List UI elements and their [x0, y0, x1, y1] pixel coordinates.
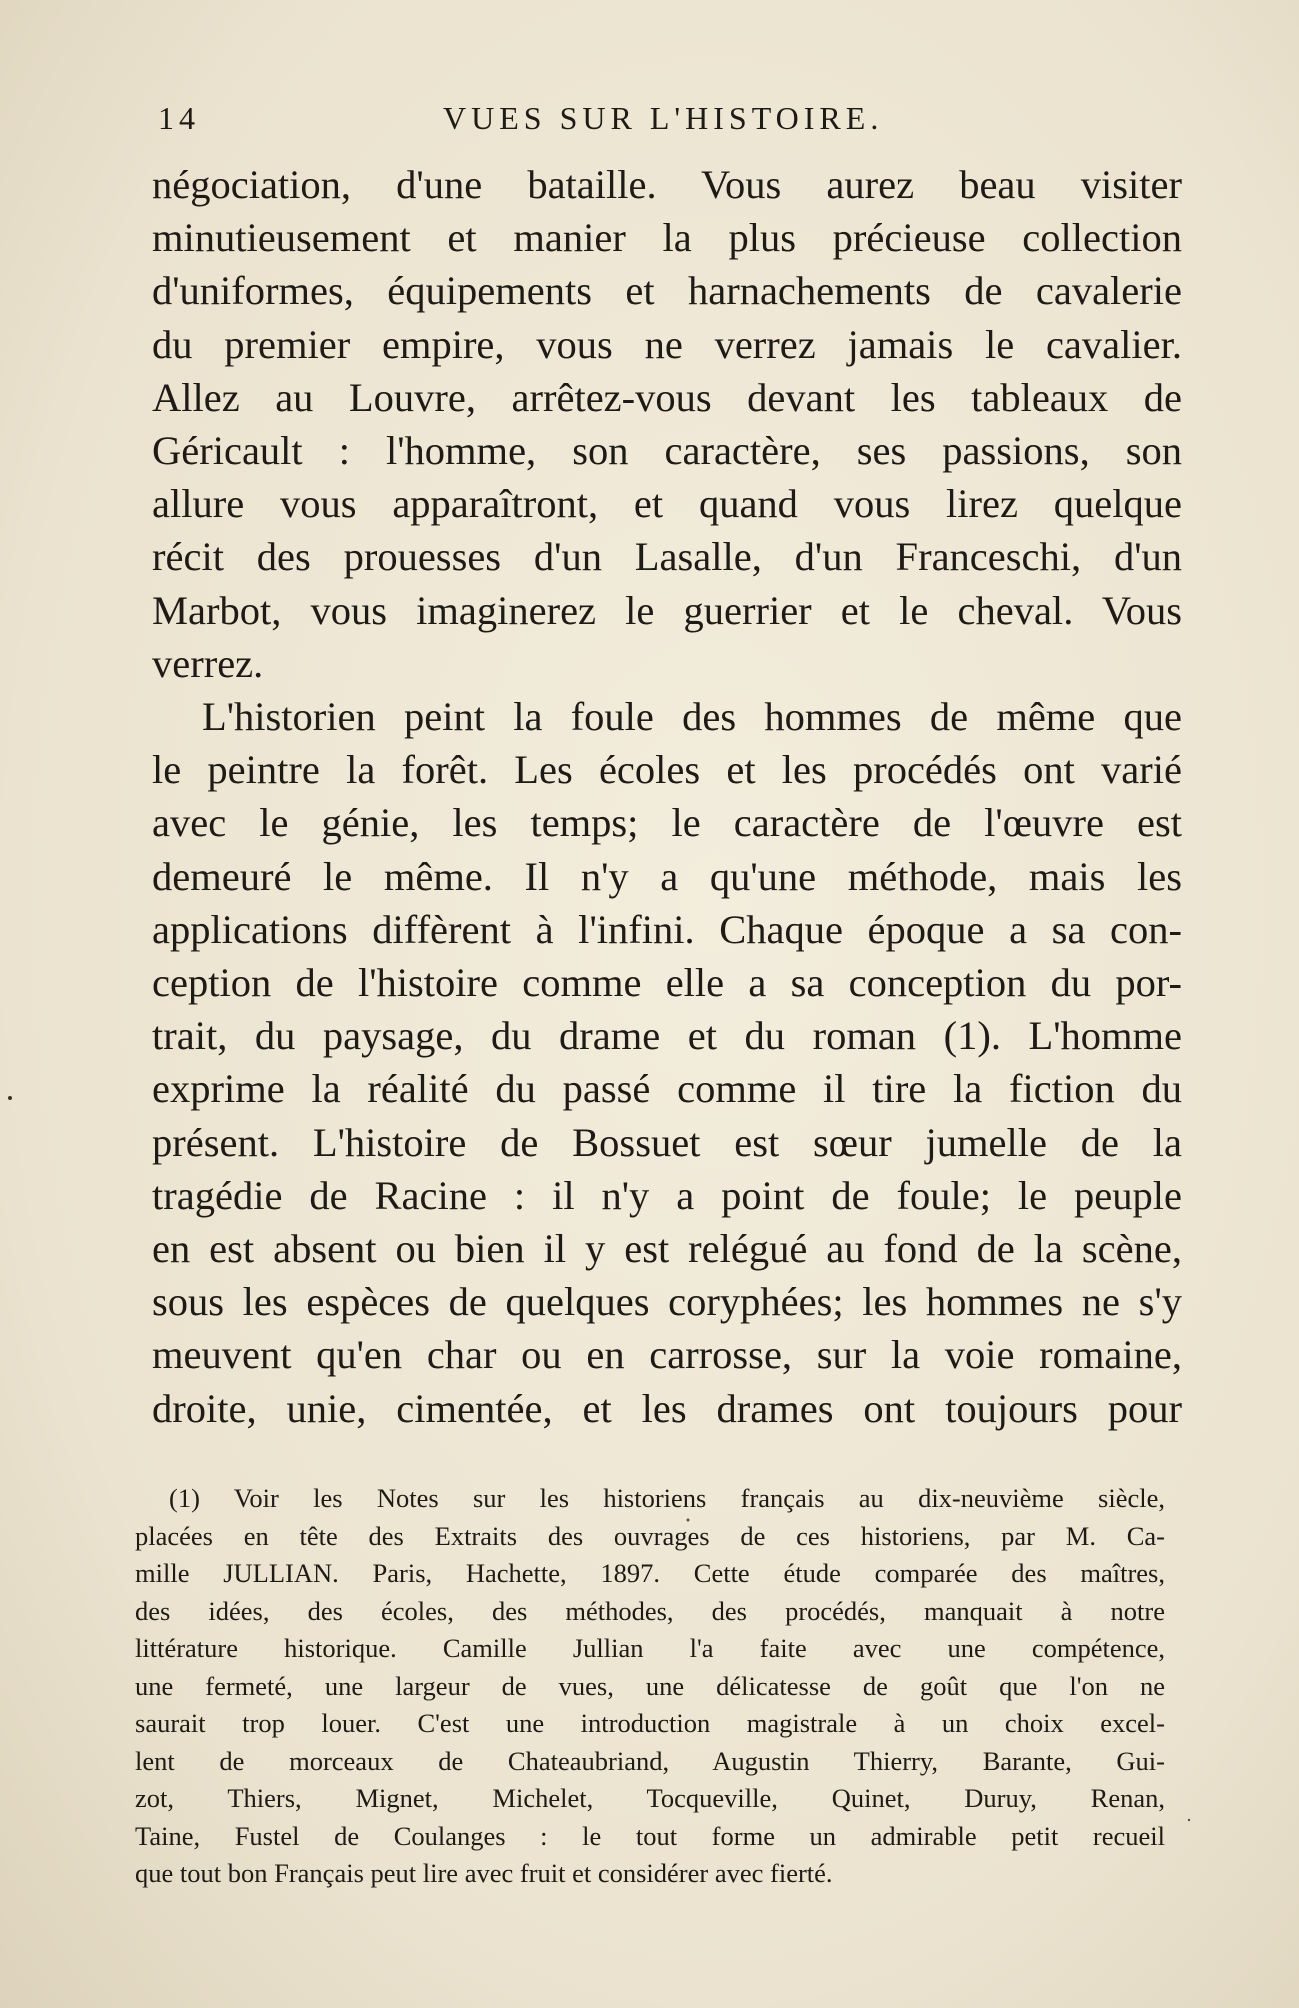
- text-line: allure vous apparaîtront, et quand vous lirez quelque: [152, 481, 1182, 527]
- text-line: du premier empire, vous ne verrez jamais le cavalier.: [152, 321, 1182, 367]
- footnote-line: saurait trop louer. C'est une introduction magistrale à un choix excel-: [135, 1708, 1165, 1738]
- paragraph-first-line: L'historien peint la foule des hommes de même que: [202, 694, 1182, 740]
- main-text: [152, 158, 1182, 1435]
- text-line: meuvent qu'en char ou en carrosse, sur la voie romaine,: [152, 1332, 1182, 1378]
- text-line: en est absent ou bien il y est relégué au fond de la scène,: [152, 1226, 1182, 1272]
- page-number: 14: [158, 100, 200, 136]
- footnote-line: mille JULLIAN. Paris, Hachette, 1897. Cette étude comparée des maîtres,: [135, 1558, 1165, 1588]
- text-line: Allez au Louvre, arrêtez-vous devant les tableaux de: [152, 374, 1182, 420]
- text-line: le peintre la forêt. Les écoles et les procédés ont varié: [152, 747, 1182, 793]
- footnote-line: une fermeté, une largeur de vues, une délicatesse de goût que l'on ne: [135, 1670, 1165, 1701]
- text-line: applications diffèrent à l'infini. Chaque époque a sa con-: [152, 906, 1182, 952]
- text-line: présent. L'histoire de Bossuet est sœur jumelle de la: [152, 1119, 1182, 1165]
- text-line: Géricault : l'homme, son caractère, ses passions, son: [152, 428, 1182, 474]
- text-line: ception de l'histoire comme elle a sa conception du por-: [152, 960, 1182, 1006]
- text-line: Marbot, vous imaginerez le guerrier et le cheval. Vous: [152, 587, 1182, 633]
- text-line: exprime la réalité du passé comme il tire la fiction du: [152, 1066, 1182, 1112]
- footnote-line: zot, Thiers, Mignet, Michelet, Tocqueville, Quinet, Duruy, Renan,: [135, 1783, 1165, 1813]
- text-line: sous les espèces de quelques coryphées; les hommes ne s'y: [152, 1279, 1182, 1325]
- text-line: avec le génie, les temps; le caractère de l'œuvre est: [152, 800, 1182, 846]
- text-line: tragédie de Racine : il n'y a point de foule; le peuple: [152, 1172, 1182, 1218]
- text-line: demeuré le même. Il n'y a qu'une méthode, mais les: [152, 853, 1182, 899]
- running-header: [158, 100, 1158, 140]
- footnote-line: que tout bon Français peut lire avec fruit et considérer avec fierté.: [135, 1858, 833, 1888]
- footnote-line: des idées, des écoles, des méthodes, des procédés, manquait à notre: [135, 1595, 1165, 1626]
- footnote-line: lent de morceaux de Chateaubriand, Augustin Thierry, Barante, Gui-: [135, 1745, 1165, 1776]
- text-line: négociation, d'une bataille. Vous aurez beau visiter: [152, 162, 1182, 207]
- text-line: d'uniformes, équipements et harnachements de cavalerie: [152, 268, 1182, 314]
- footnote-line: (1) Voir les Notes sur les historiens français au dix-neuvième siècle,: [169, 1483, 1165, 1513]
- footnote-line: littérature historique. Camille Jullian l'a faite avec une compétence,: [135, 1633, 1165, 1663]
- text-line: récit des prouesses d'un Lasalle, d'un Franceschi, d'un: [152, 534, 1182, 580]
- text-line: minutieusement et manier la plus précieuse collection: [152, 215, 1182, 261]
- footnote-line: Taine, Fustel de Coulanges : le tout forme un admirable petit recueil: [135, 1820, 1165, 1851]
- text-line: droite, unie, cimentée, et les drames ont toujours pour: [152, 1385, 1182, 1431]
- footnote: [135, 1480, 1165, 1893]
- footnote-line: placées en tête des Extraits des ouvrages de ces historiens, par M. Ca-: [135, 1520, 1165, 1551]
- running-title: VUES SUR L'HISTOIRE.: [443, 100, 884, 136]
- text-line: trait, du paysage, du drame et du roman (1). L'homme: [152, 1013, 1182, 1059]
- text-line: verrez.: [152, 640, 264, 686]
